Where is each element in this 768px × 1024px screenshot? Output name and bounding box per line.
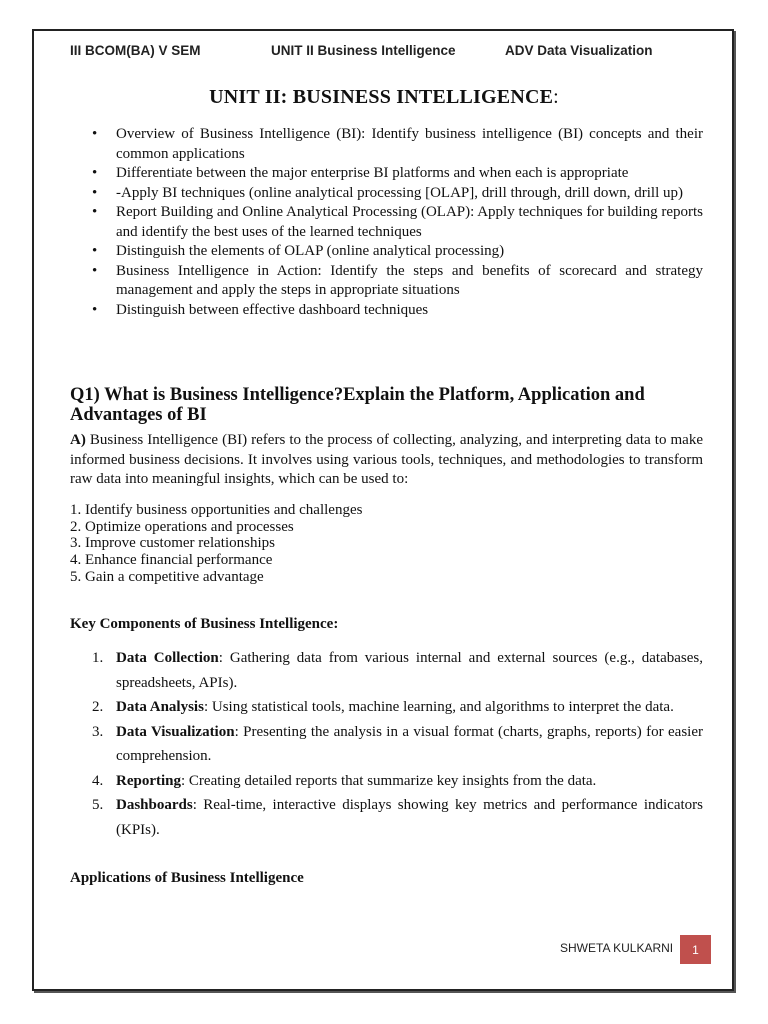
objective-item: • Business Intelligence in Action: Identify the steps and benefits of scorecard and strategy management and apply the steps in appropriate situations (116, 262, 703, 301)
objective-item: • Overview of Business Intelligence (BI): Identify business intelligence (BI) concepts and their common applications (116, 125, 703, 164)
answer-paragraph (70, 431, 703, 490)
key-components-heading: Key Components of Business Intelligence: (70, 616, 339, 632)
component-desc: : Real-time, interactive displays showing key metrics and performance indicators (KPIs). (116, 797, 703, 838)
component-number: 1. (92, 650, 104, 666)
component-number: 4. (92, 772, 104, 789)
header-course: III BCOM(BA) V SEM (70, 43, 201, 58)
uses-item: 1. Identify business opportunities and challenges (70, 502, 363, 518)
objectives-list (70, 125, 703, 320)
header-unit: UNIT II Business Intelligence (271, 43, 456, 58)
objective-item: • Report Building and Online Analytical Processing (OLAP): Apply techniques for building reports and identify the best uses of the learned techniques (116, 203, 703, 242)
objective-item: • -Apply BI techniques (online analytical processing [OLAP], drill through, drill down, drill up) (116, 184, 703, 204)
component-item (92, 695, 703, 720)
applications-heading: Applications of Business Intelligence (70, 870, 304, 886)
uses-list (70, 502, 703, 586)
uses-item: 3. Improve customer relationships (70, 535, 275, 552)
component-item (92, 769, 703, 794)
answer-prefix: A) (70, 432, 86, 448)
component-desc: : Creating detailed reports that summarize key insights from the data. (181, 772, 597, 789)
component-term: Dashboards (116, 797, 193, 813)
component-desc: : Using statistical tools, machine learning, and algorithms to interpret the data. (203, 699, 674, 715)
component-item (92, 793, 703, 842)
component-number: 2. (92, 699, 104, 715)
component-term: Data Visualization (116, 723, 235, 740)
question-heading: Q1) What is Business Intelligence?Explain the Platform, Application and Advantages of BI (70, 385, 645, 425)
objective-item: • Differentiate between the major enterprise BI platforms and when each is appropriate (116, 164, 703, 184)
component-term: Data Collection (116, 650, 219, 666)
component-number: 5. (92, 797, 104, 813)
component-desc: : Presenting the analysis in a visual format (charts, graphs, reports) for easier comprehension. (116, 723, 703, 764)
page-title-colon: : (553, 86, 559, 108)
component-term: Data Analysis (116, 699, 204, 715)
uses-item: 2. Optimize operations and processes (70, 518, 294, 535)
component-item (92, 646, 703, 695)
header-subject: ADV Data Visualization (505, 43, 653, 58)
page-number: 1 (692, 942, 699, 957)
component-number: 3. (92, 723, 104, 740)
objective-item: • Distinguish the elements of OLAP (online analytical processing) (116, 242, 703, 262)
page-title-text: UNIT II: BUSINESS INTELLIGENCE (209, 86, 554, 108)
uses-item: 5. Gain a competitive advantage (70, 568, 264, 585)
components-list (70, 646, 703, 842)
page-number-badge (680, 935, 711, 964)
component-term: Reporting (116, 772, 181, 789)
footer-author: SHWETA KULKARNI (560, 941, 674, 955)
answer-text: Business Intelligence (BI) refers to the process of collecting, analyzing, and interpreting data to make informed business decisions. It involves using various tools, techniques, and methodologies to transform raw data into meaningful insights, which can be used to: (70, 432, 703, 487)
page-title (0, 86, 768, 109)
component-item (92, 720, 703, 769)
uses-item: 4. Enhance financial performance (70, 552, 273, 569)
objective-item: • Distinguish between effective dashboard techniques (116, 301, 703, 321)
component-desc: : Gathering data from various internal and external sources (e.g., databases, spreadsheets, APIs). (116, 650, 703, 691)
